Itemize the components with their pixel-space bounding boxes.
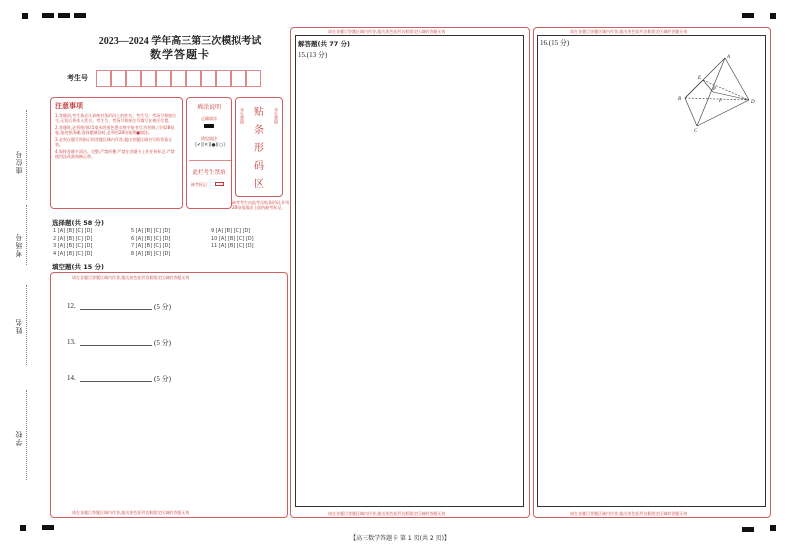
- registration-mark-tl2: [42, 13, 54, 18]
- name-line: [26, 285, 27, 365]
- edge-ac: [697, 58, 725, 126]
- mc-question[interactable]: 11 [A] [B] [C] [D]: [211, 243, 254, 249]
- notice-box: [50, 97, 183, 209]
- exam-id-cell[interactable]: [186, 70, 201, 87]
- blank-13-line[interactable]: [80, 345, 152, 346]
- fig-label-d: D: [751, 100, 755, 105]
- blank-14-num: 14.: [67, 374, 76, 382]
- seat-label: 座位号: [15, 150, 23, 174]
- registration-mark-tl4: [74, 13, 86, 18]
- correct-fill-label: 正确填涂: [201, 116, 217, 121]
- school-line: [26, 390, 27, 480]
- fig-label-b: B: [678, 97, 682, 102]
- absent-mark-label: 缺考标记: [191, 182, 207, 187]
- mc-question[interactable]: 9 [A] [B] [C] [D]: [211, 228, 251, 234]
- q16-top-note: 请在各题目答题区域内作答,超出黑色矩形边框限定区域的答题无效: [570, 29, 688, 34]
- answer-section-title: 解答题(共 77 分): [298, 40, 351, 48]
- q15-top-note: 请在各题目答题区域内作答,超出黑色矩形边框限定区域的答题无效: [328, 29, 446, 34]
- mc-question[interactable]: 6 [A] [B] [C] [D]: [131, 235, 171, 242]
- name-label: 姓名: [15, 318, 23, 334]
- blank-12-num: 12.: [67, 302, 76, 310]
- exam-id-cell[interactable]: [126, 70, 141, 87]
- q15-bot-note: 请在各题目答题区域内作答,超出黑色矩形边框限定区域的答题无效: [328, 511, 446, 516]
- blank-12-score: (5 分): [154, 303, 171, 311]
- exam-id-cell[interactable]: [111, 70, 126, 87]
- fill-blank-title: 填空题(共 15 分): [52, 263, 105, 271]
- barcode-left-text: 考生禁填: [240, 108, 245, 124]
- fig-label-e: E: [698, 76, 702, 81]
- registration-mark-tr2: [770, 13, 776, 19]
- edge-be: [685, 80, 703, 98]
- edge-ad: [725, 58, 749, 100]
- registration-mark-tl: [22, 13, 28, 19]
- q16-label: 16.(15 分): [540, 39, 570, 47]
- exam-id-cell[interactable]: [201, 70, 216, 87]
- registration-mark-tl3: [58, 13, 70, 18]
- absent-mark-box[interactable]: [215, 182, 224, 186]
- fill-box-bot-note: 请在各题目答题区域内作答,超出黑色矩形边框限定区域的答题无效: [72, 510, 190, 515]
- edge-ep: [703, 80, 713, 92]
- wrong-fill-sample: [✔][✕][●][○]: [195, 143, 225, 148]
- mc-question[interactable]: 5 [A] [B] [C] [D]: [131, 228, 171, 234]
- edge-ef: [703, 80, 749, 100]
- registration-mark-tr: [742, 13, 754, 18]
- notice-item-4: 4.保持答题卡清洁、完整,严禁折叠,严禁在答题卡上作任何标记,严禁使用涂改液和修正带。: [55, 149, 175, 159]
- mc-question[interactable]: 10 [A] [B] [C] [D]: [211, 235, 254, 242]
- edge-bc: [685, 98, 697, 126]
- registration-mark-bl: [20, 525, 26, 531]
- barcode-box: [235, 97, 283, 197]
- fig-label-f: F: [719, 99, 723, 104]
- school-label: 学校: [15, 430, 23, 446]
- wrong-fill-label: 错误填涂: [201, 136, 217, 141]
- fill-guide-title: 填涂说明: [196, 104, 221, 111]
- notice-item-1: 1.答题前,考生务必认真核对条形码上的姓名、考生号、考场号和座位号,无误后将本人姓名、考生号、考场号和座位号填写在相应位置。: [55, 113, 177, 123]
- page-footer: 【高三数学答题卡 第 1 页(共 2 页)】: [350, 535, 450, 542]
- exam-id-cell[interactable]: [96, 70, 111, 87]
- edge-bd: [685, 98, 749, 100]
- mc-question[interactable]: 2 [A] [B] [C] [D]: [53, 235, 93, 242]
- card-subtitle: 数学答题卡: [150, 48, 210, 61]
- q15-answer-area[interactable]: [295, 35, 524, 507]
- absent-label: 此栏考生禁填: [192, 170, 226, 176]
- exam-id-cell[interactable]: [141, 70, 156, 87]
- exam-id-cell[interactable]: [231, 70, 246, 87]
- blank-12-line[interactable]: [80, 309, 152, 310]
- mc-title: 选择题(共 58 分): [52, 219, 105, 227]
- correct-fill-sample: [204, 124, 214, 128]
- mc-question[interactable]: 1 [A] [B] [C] [D]: [53, 228, 93, 234]
- exam-title: 2023—2024 学年高三第三次模拟考试: [98, 36, 262, 47]
- q16-bot-note: 请在各题目答题区域内作答,超出黑色矩形边框限定区域的答题无效: [570, 511, 688, 516]
- notice-title: 注意事项: [55, 102, 83, 110]
- barcode-right-text: 考生禁填: [274, 108, 279, 124]
- exam-id-cell[interactable]: [216, 70, 231, 87]
- notice-item-2: 2.答题时,必须使用0.5毫米的黑色墨水签字笔书写;作图时,可用2B铅笔,笔迹要清晰;选择题填涂时,必须用2B铅笔将■填涂。: [55, 125, 175, 135]
- exam-id-cell[interactable]: [246, 70, 261, 87]
- barcode-label: 贴条形码区: [254, 107, 264, 190]
- fill-box-top-note: 请在各题目答题区域内作答,超出黑色矩形边框限定区域的答题无效: [72, 275, 190, 280]
- registration-mark-bl2: [42, 525, 54, 530]
- exam-id-cell[interactable]: [156, 70, 171, 87]
- fill-guide-box: [186, 97, 232, 209]
- blank-13-score: (5 分): [154, 339, 171, 347]
- edge-cd: [697, 100, 749, 126]
- fig-label-c: C: [694, 129, 698, 132]
- blank-14-score: (5 分): [154, 375, 171, 383]
- mc-question[interactable]: 3 [A] [B] [C] [D]: [53, 243, 93, 249]
- q15-label: 15.(13 分): [298, 51, 328, 59]
- registration-mark-br: [742, 527, 754, 532]
- fig-label-p: P: [713, 87, 717, 92]
- mc-question[interactable]: 8 [A] [B] [C] [D]: [131, 250, 171, 257]
- registration-mark-br2: [770, 525, 776, 531]
- geometry-figure: [675, 52, 760, 132]
- exam-id-label: 考生号: [67, 74, 88, 82]
- exam-room-line: [26, 205, 27, 265]
- fig-label-a: A: [727, 55, 731, 60]
- exam-id-cell[interactable]: [171, 70, 186, 87]
- notice-item-3: 3.必须在题号所指示的答题区域内作答,超出答题区域书写的答案无效。: [55, 137, 173, 147]
- blank-14-line[interactable]: [80, 381, 152, 382]
- mc-question[interactable]: 4 [A] [B] [C] [D]: [53, 250, 93, 257]
- exam-room-label: 考场号: [15, 233, 23, 257]
- guide-divider: [189, 160, 231, 161]
- seat-line: [26, 110, 27, 200]
- mc-question[interactable]: 7 [A] [B] [C] [D]: [131, 243, 171, 249]
- absent-note: 缺考考生由监考员贴条形码,并用2B铅笔填涂上面的缺考标记。: [232, 200, 290, 210]
- blank-13-num: 13.: [67, 338, 76, 346]
